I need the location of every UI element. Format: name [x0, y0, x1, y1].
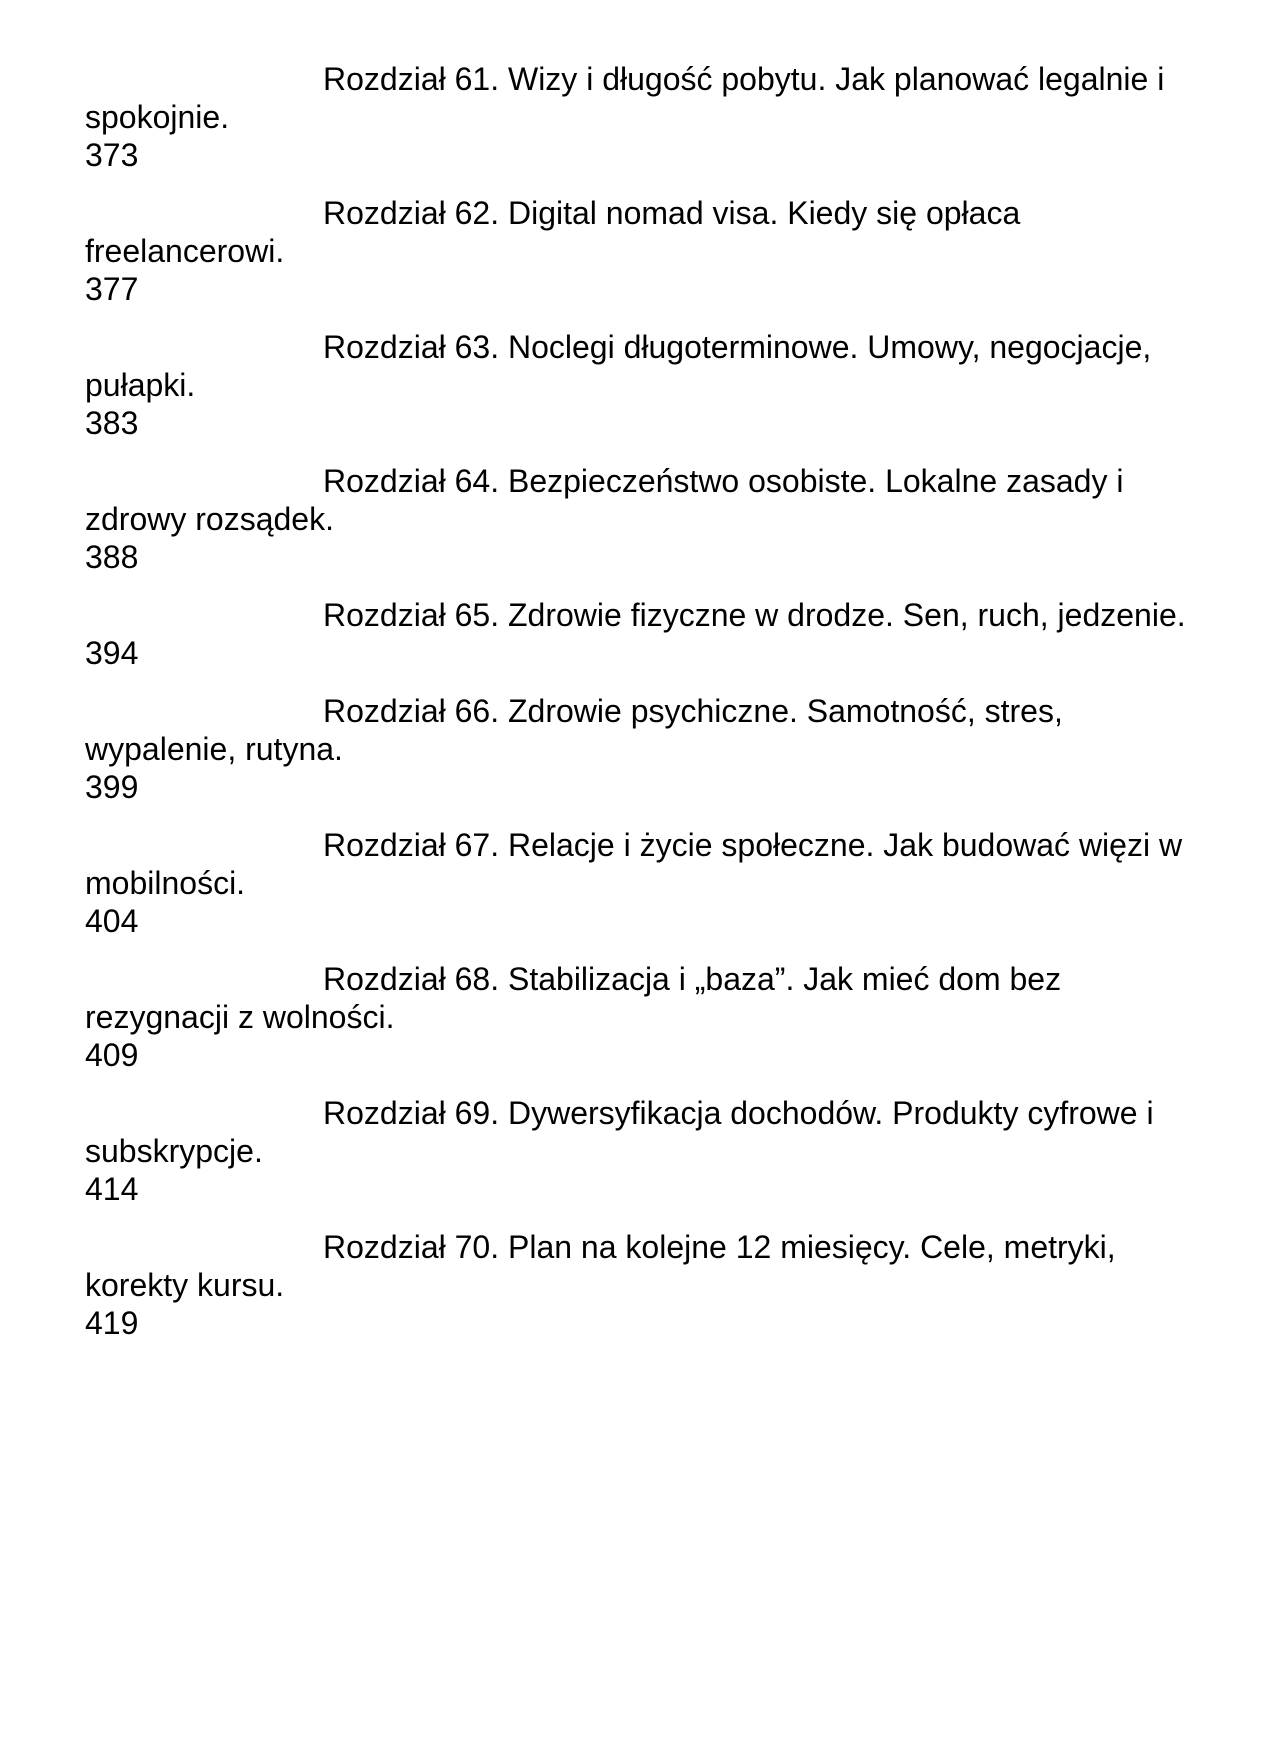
- page-number: 383: [85, 405, 139, 441]
- page-number: 373: [85, 137, 139, 173]
- page-number: 419: [85, 1305, 139, 1341]
- chapter-title: Rozdział 66. Zdrowie psychiczne. Samotność, stres, wypalenie, rutyna.: [85, 693, 1063, 767]
- chapter-title: Rozdział 61. Wizy i długość pobytu. Jak planować legalnie i spokojnie.: [85, 61, 1165, 135]
- page-number: 399: [85, 769, 139, 805]
- page-number: 394: [85, 635, 139, 671]
- chapter-title: Rozdział 69. Dywersyfikacja dochodów. Produkty cyfrowe i subskrypcje.: [85, 1095, 1154, 1169]
- page-number: 388: [85, 539, 139, 575]
- toc-entry-66: [85, 692, 1205, 806]
- toc-entry-68: [85, 960, 1205, 1074]
- toc-entry-63: [85, 328, 1205, 442]
- page-number: 409: [85, 1037, 139, 1073]
- toc-entry-70: [85, 1228, 1205, 1342]
- chapter-title: Rozdział 63. Noclegi długoterminowe. Umowy, negocjacje, pułapki.: [85, 329, 1152, 403]
- toc-entry-65: [85, 596, 1205, 672]
- page-number: 377: [85, 271, 139, 307]
- chapter-title: Rozdział 70. Plan na kolejne 12 miesięcy. Cele, metryki, korekty kursu.: [85, 1229, 1116, 1303]
- page-number: 414: [85, 1171, 139, 1207]
- page-number: 404: [85, 903, 139, 939]
- toc-entry-69: [85, 1094, 1205, 1208]
- toc-entry-61: [85, 60, 1205, 174]
- chapter-title: Rozdział 65. Zdrowie fizyczne w drodze. Sen, ruch, jedzenie.: [323, 597, 1186, 633]
- chapter-title: Rozdział 62. Digital nomad visa. Kiedy się opłaca freelancerowi.: [85, 195, 1021, 269]
- toc-entry-62: [85, 194, 1205, 308]
- chapter-title: Rozdział 64. Bezpieczeństwo osobiste. Lokalne zasady i zdrowy rozsądek.: [85, 463, 1124, 537]
- chapter-title: Rozdział 67. Relacje i życie społeczne. Jak budować więzi w mobilności.: [85, 827, 1183, 901]
- toc-entry-64: [85, 462, 1205, 576]
- table-of-contents: [85, 60, 1205, 1362]
- toc-entry-67: [85, 826, 1205, 940]
- chapter-title: Rozdział 68. Stabilizacja i „baza”. Jak mieć dom bez rezygnacji z wolności.: [85, 961, 1062, 1035]
